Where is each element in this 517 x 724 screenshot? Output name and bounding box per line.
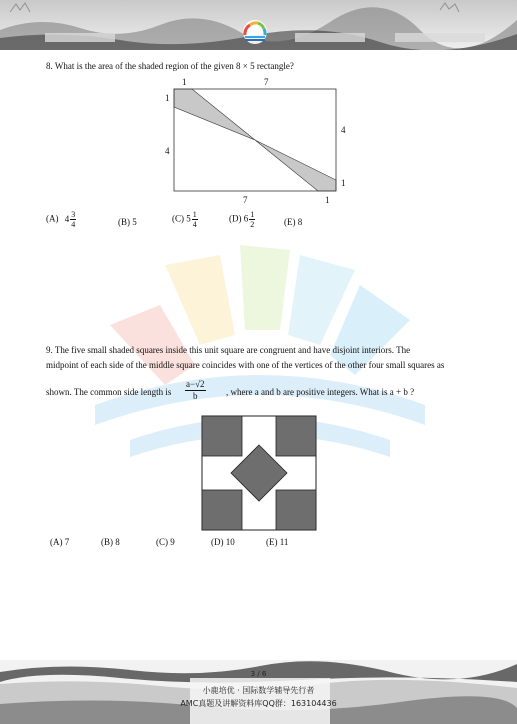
q8-label-bottom-right: 1 [325,195,330,205]
q8-option-b[interactable]: (B) 5 [118,217,137,227]
corner-square-bottom-left [202,490,242,530]
fraction-numerator: a−√2 [186,379,205,389]
shaded-region-lower [255,140,336,191]
q8-option-e[interactable]: (E) 8 [284,217,303,227]
q9-option-d[interactable]: (D) 10 [211,537,235,547]
page-number: 3 / 6 [250,670,267,678]
q8-stem: 8. What is the area of the shaded region of the given 8 × 5 rectangle? [46,61,294,71]
colorful-arc-logo-icon [243,20,267,44]
footer-qq-group-line: AMC真题及讲解资料库QQ群：163104436 [180,699,337,708]
option-a-fraction: $\frac{3}{4}$ [71,210,76,229]
q8-label-bottom-left: 7 [243,195,248,205]
q9-stem-line-3-prefix: shown. The common side length is [46,387,172,397]
q8-option-c[interactable] [172,210,199,229]
shaded-region-upper [174,89,255,140]
q9-option-a[interactable]: (A) 7 [50,537,70,547]
option-a-whole: 4 [64,213,70,224]
q9-side-length-fraction [184,379,207,402]
q8-rectangle-figure [172,87,338,193]
q9-unit-square-figure [201,415,317,531]
fraction-denominator: b [193,391,198,401]
q8-label-right-top: 4 [341,125,346,135]
option-d-fraction: $\frac{1}{2}$ [250,210,255,229]
corner-square-bottom-right [276,490,316,530]
q8-label-right-bottom: 1 [341,178,346,188]
option-a-label: (A) [46,213,59,224]
q9-stem-line-1: 9. The five small shaded squares inside this unit square are congruent and have disjoint interiors. The [46,345,411,355]
q9-stem-line-3-suffix: , where a and b are positive integers. What is a + b ? [226,387,415,397]
q8-label-top-right: 7 [264,77,269,87]
option-d-label: (D) 6 [229,213,249,224]
q9-option-c[interactable]: (C) 9 [156,537,175,547]
q8-label-left-top: 1 [165,93,170,103]
q8-option-d[interactable] [229,210,256,229]
option-c-fraction: $\frac{1}{4}$ [192,210,197,229]
q8-label-left-bottom: 4 [165,146,170,156]
q8-label-top-left: 1 [182,77,187,87]
ink-landscape-decoration [0,0,517,50]
q8-option-a[interactable] [46,210,77,229]
q9-option-e[interactable]: (E) 11 [266,537,289,547]
corner-square-top-right [276,416,316,456]
corner-square-top-left [202,416,242,456]
header-banner [0,0,517,50]
q9-option-b[interactable]: (B) 8 [101,537,120,547]
option-c-label: (C) 5 [172,213,191,224]
footer-brand-line: 小鹿培优 · 国际数学辅导先行者 [202,686,315,695]
q9-stem-line-2: midpoint of each side of the middle square coincides with one of the vertices of the other four small squares as [46,360,445,370]
